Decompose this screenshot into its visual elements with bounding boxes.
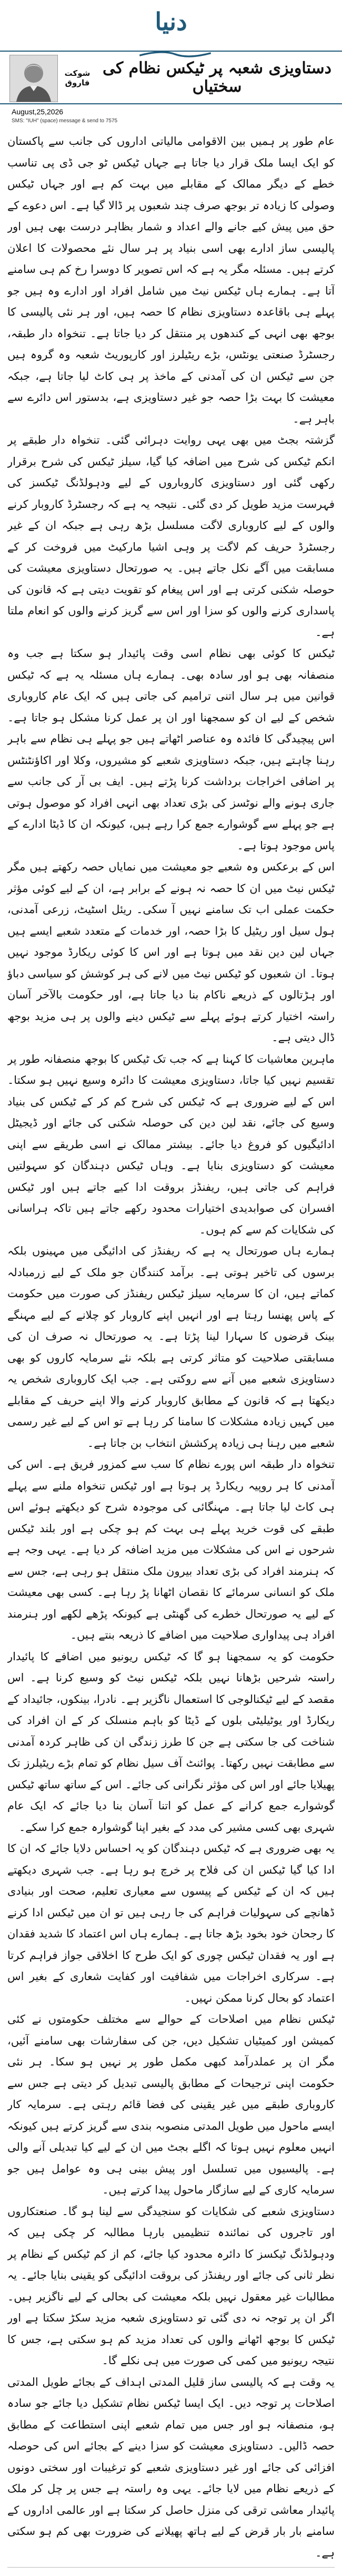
header-rule-top xyxy=(0,51,342,52)
article-paragraph: حکومت کو یہ سمجھنا ہو گا کہ ٹیکس ریونیو میں اضافے کا پائیدار راستہ شرحیں بڑھانا نہیں بلکہ ٹیکس نیٹ کو وسیع کرنا ہے۔ اس مقصد کے لیے ٹیکنالوجی کا استعمال ناگزیر ہے۔ نادرا، بینکوں، جائیداد کے ریکارڈ اور یوٹیلیٹی بلوں کے ڈیٹا کو باہم منسلک کر کے ان افراد کی شناخت کی جا سکتی ہے جن کا طرز زندگی ان کی ظاہر کردہ آمدنی سے مطابقت نہیں رکھتا۔ پوائنٹ آف سیل نظام کو تمام بڑے ریٹیلرز تک پھیلایا جائے اور اس کی مؤثر نگرانی کی جائے۔ اس کے ساتھ ساتھ ٹیکس گوشوارے جمع کرانے کے عمل کو اتنا آسان بنا دیا جائے کہ ایک عام شہری بھی کسی مشیر کی مدد کے بغیر اپنا گوشوارہ جمع کرا سکے۔ xyxy=(7,1650,335,1834)
masthead xyxy=(0,0,342,124)
article-paragraph: ماہرین معاشیات کا کہنا ہے کہ جب تک ٹیکس کا بوجھ منصفانہ طور پر تقسیم نہیں کیا جاتا، دستاویزی معیشت کا دائرہ وسیع نہیں ہو سکتا۔ اس کے لیے ضروری ہے کہ ٹیکس کی شرح کم کر کے ٹیکس کی بنیاد وسیع کی جائے، نقد لین دین کی حوصلہ شکنی کی جائے اور ڈیجیٹل ادائیگیوں کو فروغ دیا جائے۔ بیشتر ممالک نے اسی طریقے سے اپنی معیشت کو دستاویزی بنایا ہے۔ وہاں ٹیکس دہندگان کو سہولتیں فراہم کی جاتی ہیں، ریفنڈز بروقت ادا کیے جاتے ہیں اور ٹیکس افسران کی صوابدیدی اختیارات محدود رکھے جاتے ہیں تاکہ ہراسانی کی شکایات کم سے کم ہوں۔ xyxy=(7,1052,335,1236)
header-rule-bottom xyxy=(0,103,342,104)
article-paragraph: اس کے برعکس وہ شعبے جو معیشت میں نمایاں حصہ رکھتے ہیں مگر ٹیکس نیٹ میں ان کا حصہ نہ ہونے کے برابر ہے، ان کے لیے کوئی مؤثر حکمت عملی اب تک سامنے نہیں آ سکی۔ ریئل اسٹیٹ، زرعی آمدنی، ہول سیل اور ریٹیل کا بڑا حصہ، اور خدمات کے متعدد شعبے ایسے ہیں جہاں لین دین نقد میں ہوتا ہے اور اس کا کوئی ریکارڈ موجود نہیں ہوتا۔ ان شعبوں کو ٹیکس نیٹ میں لانے کی ہر کوشش کو سیاسی دباؤ اور ہڑتالوں کے ذریعے ناکام بنا دیا جاتا ہے، اور حکومت بالآخر آسان راستہ اختیار کرتے ہوئے پہلے سے ٹیکس دینے والوں پر ہی مزید بوجھ ڈال دیتی ہے۔ xyxy=(7,860,335,1044)
article-paragraph: عام طور پر ہمیں بین الاقوامی مالیاتی اداروں کی جانب سے پاکستان کو ایک ایسا ملک قرار دیا جاتا ہے جہاں ٹیکس ٹو جی ڈی پی تناسب خطے کے دیگر ممالک کے مقابلے میں بہت کم ہے اور جہاں ٹیکس وصولی کا زیادہ تر بوجھ صرف چند شعبوں پر ڈالا گیا ہے۔ اس دعوے کے حق میں پیش کیے جانے والے اعداد و شمار بظاہر درست بھی ہیں اور پالیسی ساز ادارے بھی اسی بنیاد پر ہر سال نئے محصولات کا اعلان کرتے ہیں۔ مسئلہ مگر یہ ہے کہ اس تصویر کا دوسرا رخ کم ہی سامنے آتا ہے۔ ہمارے ہاں ٹیکس نیٹ میں شامل افراد اور ادارے وہ ہیں جو پہلے ہی باقاعدہ دستاویزی نظام کا حصہ ہیں، اور ہر نئی پالیسی کا بوجھ بھی انہی کے کندھوں پر منتقل کر دیا جاتا ہے۔ تنخواہ دار طبقہ، رجسٹرڈ صنعتی یونٹس، بڑے ریٹیلرز اور کارپوریٹ شعبہ وہ گروہ ہیں جن سے ٹیکس ان کی آمدنی کے ماخذ پر ہی کاٹ لیا جاتا ہے، جبکہ معیشت کا بہت بڑا حصہ جو غیر دستاویزی ہے، بدستور اس دائرے سے باہر ہے۔ xyxy=(7,135,335,425)
article-paragraph: ٹیکس نظام میں اصلاحات کے حوالے سے مختلف حکومتوں نے کئی کمیشن اور کمیٹیاں تشکیل دیں، جن کی سفارشات بھی سامنے آئیں، مگر ان پر عملدرآمد کبھی مکمل طور پر نہیں ہو سکا۔ ہر نئی حکومت اپنی ترجیحات کے مطابق پالیسی تبدیل کر دیتی ہے جس سے کاروباری طبقے میں غیر یقینی کی فضا قائم رہتی ہے۔ سرمایہ کار ایسے ماحول میں طویل المدتی منصوبہ بندی سے گریز کرتے ہیں کیونکہ انہیں معلوم نہیں ہوتا کہ اگلے بجٹ میں ان کے لیے کیا تبدیلی آنے والی ہے۔ پالیسیوں میں تسلسل اور پیش بینی ہی وہ عوامل ہیں جو سرمایہ کاری کے لیے سازگار ماحول پیدا کرتے ہیں۔ xyxy=(7,2013,335,2196)
author-name: شوکت فاروق xyxy=(64,68,90,87)
sms-instruction: SMS: "IUH" (space) message & send to 7575 xyxy=(12,118,118,124)
article-paragraph: یہ بھی ضروری ہے کہ ٹیکس دہندگان کو یہ احساس دلایا جائے کہ ان کا ادا کیا گیا ٹیکس ان کی فلاح پر خرچ ہو رہا ہے۔ جب شہری دیکھتے ہیں کہ ان کے ٹیکس کے پیسوں سے معیاری تعلیم، صحت اور بنیادی ڈھانچے کی سہولیات فراہم کی جا رہی ہیں تو ان میں ٹیکس ادا کرنے کا رجحان خود بخود بڑھ جاتا ہے۔ ہمارے ہاں اس اعتماد کا شدید فقدان ہے اور یہ فقدان ٹیکس چوری کو ایک طرح کا اخلاقی جواز فراہم کرتا ہے۔ سرکاری اخراجات میں شفافیت اور کفایت شعاری کے بغیر اس اعتماد کو بحال کرنا ممکن نہیں۔ xyxy=(7,1842,335,2004)
article-paragraph: تنخواہ دار طبقہ اس پورے نظام کا سب سے کمزور فریق ہے۔ اس کی آمدنی کا ہر روپیہ ریکارڈ پر ہوتا ہے اور ٹیکس تنخواہ ملنے سے پہلے ہی کاٹ لیا جاتا ہے۔ مہنگائی کی موجودہ شرح کو دیکھتے ہوئے اس طبقے کی قوت خرید پہلے ہی بہت کم ہو چکی ہے اور بلند ٹیکس شرحوں نے اس کی مشکلات میں مزید اضافہ کر دیا ہے۔ یہی وجہ ہے کہ ہنرمند افراد کی بڑی تعداد بیرون ملک منتقل ہو رہی ہے، جس سے ملک کو انسانی سرمائے کا نقصان اٹھانا پڑ رہا ہے۔ کسی بھی معیشت کے لیے یہ صورتحال خطرے کی گھنٹی ہے کیونکہ پڑھے لکھے اور ہنرمند افراد ہی پیداواری صلاحیت میں اضافے کا ذریعہ بنتے ہیں۔ xyxy=(7,1458,335,1641)
article-body xyxy=(7,131,335,2560)
article-paragraph: گزشتہ بجٹ میں بھی یہی روایت دہرائی گئی۔ تنخواہ دار طبقے پر انکم ٹیکس کی شرح میں اضافہ کیا گیا، سیلز ٹیکس کی شرح برقرار رکھی گئی اور دستاویزی کاروباروں کے لیے ودہولڈنگ ٹیکسز کی فہرست مزید طویل کر دی گئی۔ نتیجہ یہ ہے کہ رجسٹرڈ کاروبار کرنے والوں کے لیے کاروباری لاگت مسلسل بڑھ رہی ہے جبکہ ان کے غیر رجسٹرڈ حریف کم لاگت پر وہی اشیا مارکیٹ میں فروخت کر کے مسابقت میں آگے نکل جاتے ہیں۔ یہ صورتحال دستاویزی معیشت کی حوصلہ شکنی کرتی ہے اور اس پیغام کو تقویت دیتی ہے کہ قانون کی پاسداری کرنے والوں کو سزا اور اس سے گریز کرنے والوں کو انعام ملتا ہے۔ xyxy=(7,434,335,639)
publication-date: August,25,2026 xyxy=(12,107,64,116)
article-paragraph: دستاویزی شعبے کی شکایات کو سنجیدگی سے لینا ہو گا۔ صنعتکاروں اور تاجروں کی نمائندہ تنظیمیں بارہا مطالبہ کر چکی ہیں کہ ودہولڈنگ ٹیکسز کا دائرہ محدود کیا جائے، کم از کم ٹیکس کے نظام پر نظر ثانی کی جائے اور ریفنڈز کی بروقت ادائیگی کو یقینی بنایا جائے۔ یہ مطالبات غیر معقول نہیں بلکہ معیشت کی بحالی کے لیے ناگزیر ہیں۔ اگر ان پر توجہ نہ دی گئی تو دستاویزی شعبہ مزید سکڑ سکتا ہے اور ٹیکس کا بوجھ اٹھانے والوں کی تعداد مزید کم ہو سکتی ہے، جس کا نتیجہ ریونیو میں کمی کی صورت میں ہی نکلے گا۔ xyxy=(7,2205,335,2367)
article-paragraph: ہمارے ہاں صورتحال یہ ہے کہ ریفنڈز کی ادائیگی میں مہینوں بلکہ برسوں کی تاخیر ہوتی ہے۔ برآمد کنندگان جو ملک کے لیے زرمبادلہ کماتے ہیں، ان کا سرمایہ سیلز ٹیکس ریفنڈز کی صورت میں حکومت کے پاس پھنسا رہتا ہے اور انہیں اپنے کاروبار کو چلانے کے لیے مہنگے بینک قرضوں کا سہارا لینا پڑتا ہے۔ یہ صورتحال نہ صرف ان کی مسابقتی صلاحیت کو متاثر کرتی ہے بلکہ نئے سرمایہ کاروں کو بھی دستاویزی شعبے میں آنے سے روکتی ہے۔ جب ایک کاروباری شخص یہ دیکھتا ہے کہ قانون کے مطابق کاروبار کرنے والا اپنے حریف کے مقابلے میں کہیں زیادہ مشکلات کا سامنا کر رہا ہے تو اس کے لیے غیر رسمی شعبے میں رہنا ہی زیادہ پرکشش انتخاب بن جاتا ہے۔ xyxy=(7,1245,335,1449)
column-title: دستاویزی شعبہ پر ٹیکس نظام کی سختیاں xyxy=(102,59,332,96)
logo-wordmark: دنیا xyxy=(155,7,187,36)
article-paragraph: یہ وقت ہے کہ پالیسی ساز قلیل المدتی اہداف کے بجائے طویل المدتی اصلاحات پر توجہ دیں۔ ایک ایسا ٹیکس نظام تشکیل دیا جائے جو سادہ ہو، منصفانہ ہو اور جس میں تمام شعبے اپنی استطاعت کے مطابق حصہ ڈالیں۔ دستاویزی معیشت کو سزا دینے کے بجائے اس کی حوصلہ افزائی کی جائے اور غیر دستاویزی شعبے کو ترغیبات اور سختی دونوں کے ذریعے نظام میں لایا جائے۔ یہی وہ راستہ ہے جس پر چل کر ملک پائیدار معاشی ترقی کی منزل حاصل کر سکتا ہے اور عالمی اداروں کے سامنے بار بار قرض کے لیے ہاتھ پھیلانے کی ضرورت بھی کم ہو سکتی ہے۔ xyxy=(7,2375,335,2559)
closing-divider xyxy=(7,2567,335,2568)
newspaper-logo[interactable] xyxy=(134,4,208,45)
author-photo xyxy=(9,55,58,102)
author-portrait-icon xyxy=(10,55,57,102)
article-paragraph: ٹیکس کا کوئی بھی نظام اسی وقت پائیدار ہو سکتا ہے جب وہ منصفانہ بھی ہو اور سادہ بھی۔ ہمارے ہاں مسئلہ یہ ہے کہ ٹیکس قوانین میں ہر سال اتنی ترامیم کی جاتی ہیں کہ ایک عام کاروباری شخص کے لیے ان کو سمجھنا اور ان پر عمل کرنا مشکل ہو جاتا ہے۔ اس پیچیدگی کا فائدہ وہ عناصر اٹھاتے ہیں جو پہلے ہی نظام سے باہر رہنا چاہتے ہیں، جبکہ دستاویزی شعبے کو مشیروں، وکلا اور اکاؤنٹنٹس پر اضافی اخراجات برداشت کرنا پڑتے ہیں۔ ایف بی آر کی جانب سے جاری ہونے والے نوٹسز کی بڑی تعداد بھی انہی افراد کو موصول ہوتی ہے جو پہلے سے گوشوارے جمع کرا رہے ہیں، کیونکہ ان کا ڈیٹا ادارے کے پاس موجود ہوتا ہے۔ xyxy=(7,647,335,852)
